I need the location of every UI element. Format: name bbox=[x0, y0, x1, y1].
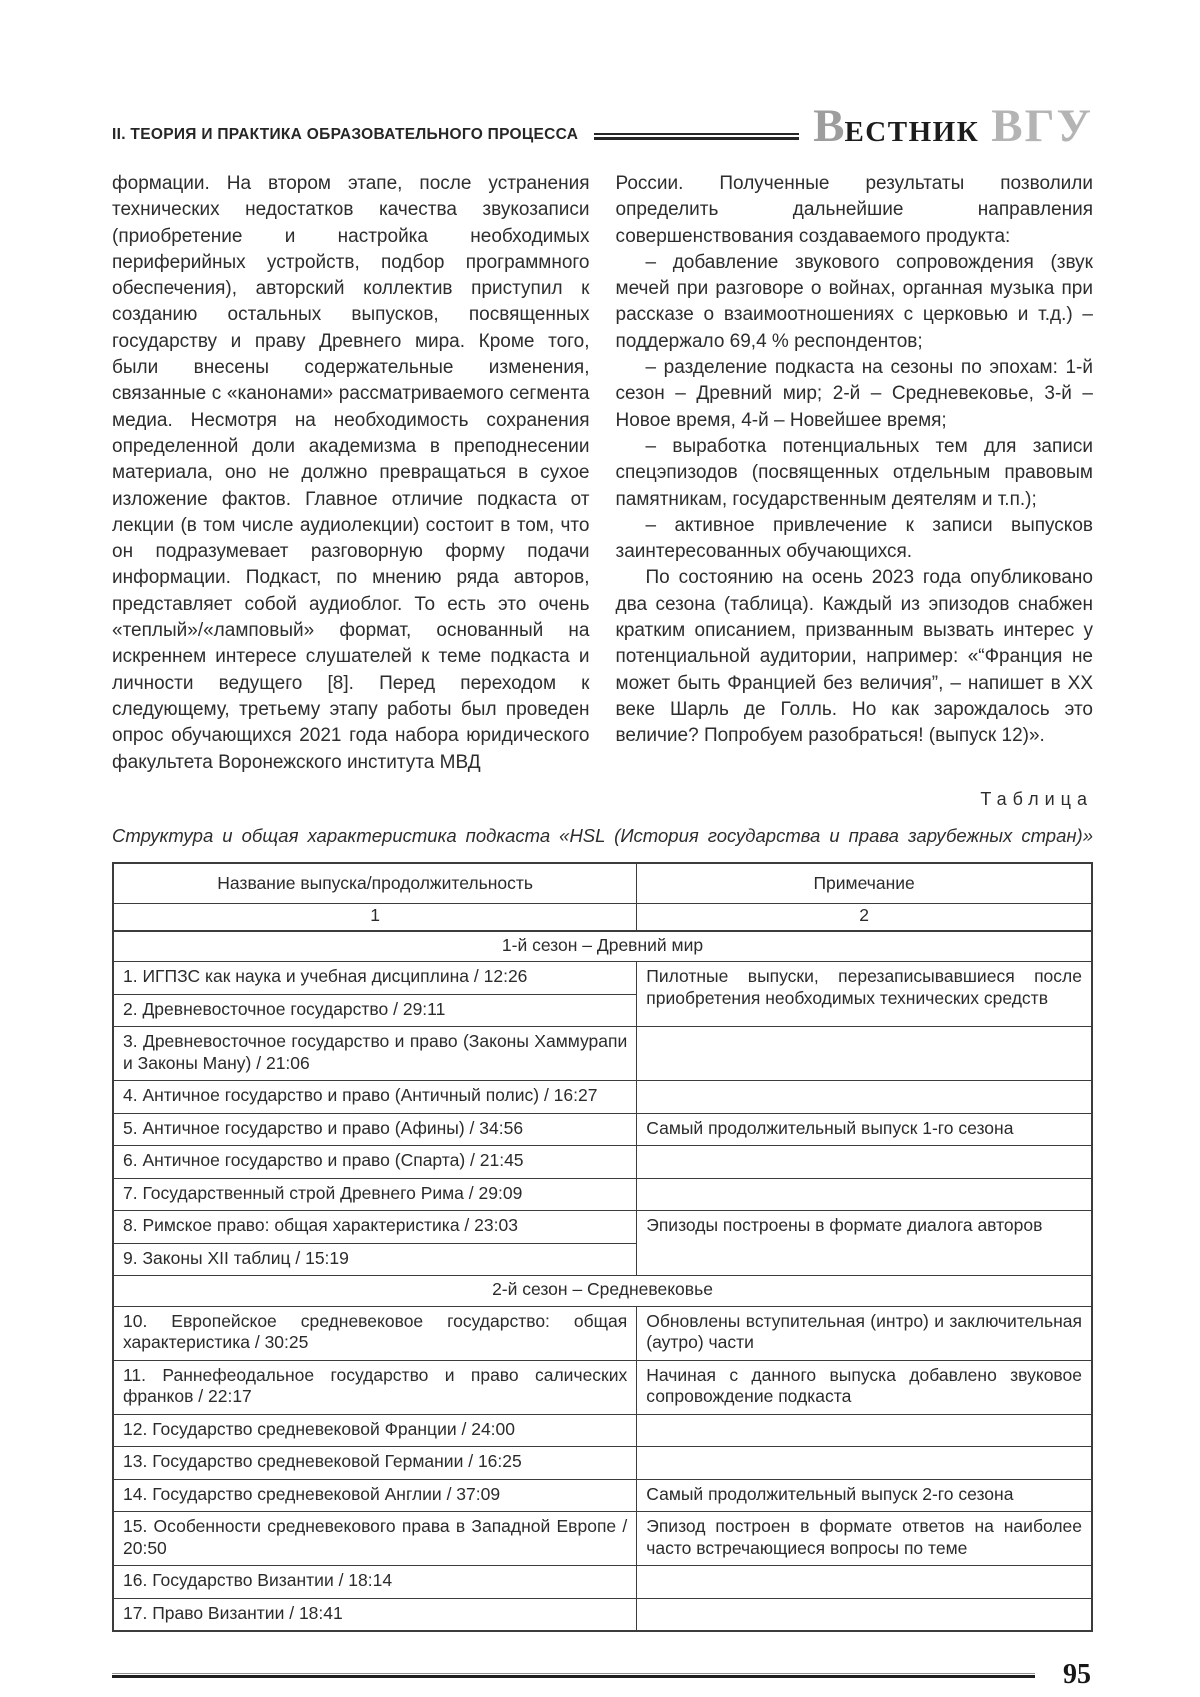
season-2-header-row bbox=[113, 1276, 1092, 1307]
journal-logo bbox=[813, 100, 1093, 152]
footer-rule bbox=[112, 1673, 1035, 1678]
note-cell: Обновлены вступительная (интро) и заключительная (аутро) части bbox=[637, 1306, 1092, 1360]
paragraph: По состоянию на осень 2023 года опубликовано два сезона (таблица). Каждый из эпизодов снабжен кратким описанием, призванным вызвать интерес у потенциальной аудитории, например: «“Франция не может быть Францией без величия”, – напишет в XX веке Шарль де Голль. Но как зарождалось это величие? Попробуем разобраться! (выпуск 12)». bbox=[615, 567, 1093, 747]
season-1-header-row bbox=[113, 931, 1092, 962]
table-row bbox=[113, 1306, 1092, 1360]
paragraph: – активное привлечение к записи выпусков заинтересованных обучающихся. bbox=[615, 514, 1093, 563]
note-cell bbox=[637, 1178, 1092, 1211]
right-column bbox=[616, 171, 1094, 776]
title-cell: 16. Государство Византии / 18:14 bbox=[113, 1566, 637, 1599]
title-cell: 1. ИГПЗС как наука и учебная дисциплина / 12:26 bbox=[113, 962, 637, 995]
title-cell: 14. Государство средневековой Англии / 37:09 bbox=[113, 1479, 637, 1512]
table-row bbox=[113, 962, 1092, 995]
table-row bbox=[113, 1027, 1092, 1081]
title-cell: 4. Античное государство и право (Античный полис) / 16:27 bbox=[113, 1081, 637, 1114]
journal-logo-abbr: ВГУ bbox=[991, 100, 1093, 152]
title-cell: 8. Римское право: общая характеристика / 23:03 bbox=[113, 1211, 637, 1244]
column-number: 2 bbox=[637, 904, 1092, 931]
page-footer bbox=[112, 1659, 1093, 1691]
table-row bbox=[113, 1081, 1092, 1114]
title-cell: 17. Право Византии / 18:41 bbox=[113, 1598, 637, 1631]
title-cell: 10. Европейское средневековое государство: общая характеристика / 30:25 bbox=[113, 1306, 637, 1360]
table-row bbox=[113, 1566, 1092, 1599]
note-cell bbox=[637, 1414, 1092, 1447]
title-cell: 12. Государство средневековой Франции / 24:00 bbox=[113, 1414, 637, 1447]
note-cell bbox=[637, 1447, 1092, 1480]
section-title: II. ТЕОРИЯ И ПРАКТИКА ОБРАЗОВАТЕЛЬНОГО ПРОЦЕССА bbox=[112, 126, 579, 143]
note-cell: Самый продолжительный выпуск 2-го сезона bbox=[637, 1479, 1092, 1512]
title-cell: 3. Древневосточное государство и право (Законы Хаммурапи и Законы Ману) / 21:06 bbox=[113, 1027, 637, 1081]
paragraph: – выработка потенциальных тем для записи спецэпизодов (посвященных отдельным правовым памятникам, государственным деятелям и т.п.); bbox=[615, 435, 1093, 510]
table-row bbox=[113, 1414, 1092, 1447]
column-header-note: Примечание bbox=[637, 863, 1092, 904]
table-row bbox=[113, 1178, 1092, 1211]
table-row bbox=[113, 1146, 1092, 1179]
title-cell: 15. Особенности средневекового права в Западной Европе / 20:50 bbox=[113, 1512, 637, 1566]
table-header-row bbox=[113, 863, 1092, 904]
note-cell bbox=[637, 1598, 1092, 1631]
paragraph: – добавление звукового сопровождения (звук мечей при разговоре о войнах, органная музыка при рассказе о взаимоотношениях с церковью и т.д.) – поддержало 69,4 % респондентов; bbox=[615, 251, 1093, 352]
page-number: 95 bbox=[1063, 1659, 1091, 1691]
note-cell bbox=[637, 1081, 1092, 1114]
note-cell: Эпизод построен в формате ответов на наиболее часто встречающиеся вопросы по теме bbox=[637, 1512, 1092, 1566]
paragraph: России. Полученные результаты позволили определить дальнейшие направления совершенствования создаваемого продукта: bbox=[615, 173, 1093, 247]
journal-logo-rest: ЕСТНИК bbox=[844, 116, 980, 148]
podcast-table bbox=[112, 862, 1093, 1633]
title-cell: 6. Античное государство и право (Спарта) / 21:45 bbox=[113, 1146, 637, 1179]
note-cell bbox=[637, 1566, 1092, 1599]
title-cell: 7. Государственный строй Древнего Рима / 29:09 bbox=[113, 1178, 637, 1211]
table-row bbox=[113, 1479, 1092, 1512]
note-cell: Самый продолжительный выпуск 1-го сезона bbox=[637, 1113, 1092, 1146]
table-row bbox=[113, 1113, 1092, 1146]
column-number: 1 bbox=[113, 904, 637, 931]
title-cell: 11. Раннефеодальное государство и право салических франков / 22:17 bbox=[113, 1360, 637, 1414]
article-body bbox=[112, 171, 1093, 776]
note-cell: Эпизоды построены в формате диалога авторов bbox=[637, 1211, 1092, 1276]
note-cell: Пилотные выпуски, перезаписывавшиеся после приобретения необходимых технических средств bbox=[637, 962, 1092, 1027]
page-header bbox=[112, 100, 1093, 152]
journal-logo-initial: В bbox=[813, 100, 845, 152]
season-title: 1-й сезон – Древний мир bbox=[113, 931, 1092, 962]
column-header-title: Название выпуска/продолжительность bbox=[113, 863, 637, 904]
paragraph: – разделение подкаста на сезоны по эпохам: 1-й сезон – Древний мир; 2-й – Средневековье, 3-й – Новое время, 4-й – Новейшее время; bbox=[615, 357, 1093, 431]
title-cell: 9. Законы XII таблиц / 15:19 bbox=[113, 1243, 637, 1276]
paragraph: формации. На втором этапе, после устранения технических недостатков качества звукозаписи (приобретение и настройка необходимых периферийных устройств, подбор программного обеспечения), авторский коллектив приступил к созданию остальных выпусков, посвященных государству и праву Древнего мира. Кроме того, были внесены содержательные изменения, связанные с «канонами» рассматриваемого сегмента медиа. Несмотря на необходимость сохранения определенной доли академизма в преподнесении материала, оно не должно превращаться в сухое изложение фактов. Главное отличие подкаста от лекции (в том числе аудиолекции) состоит в том, что он подразумевает разговорную форму подачи информации. Подкаст, по мнению ряда авторов, представляет собой аудиоблог. То есть это очень «теплый»/«ламповый» формат, основанный на искреннем интересе слушателей к теме подкаста и личности ведущего [8]. Перед переходом к следующему, третьему этапу работы был проведен опрос обучающихся 2021 года набора юридического факультета Воронежского института МВД bbox=[112, 173, 590, 773]
note-cell bbox=[637, 1146, 1092, 1179]
title-cell: 5. Античное государство и право (Афины) / 34:56 bbox=[113, 1113, 637, 1146]
title-cell: 2. Древневосточное государство / 29:11 bbox=[113, 994, 637, 1027]
left-column bbox=[112, 171, 590, 776]
table-row bbox=[113, 1598, 1092, 1631]
title-cell: 13. Государство средневековой Германии / 16:25 bbox=[113, 1447, 637, 1480]
table-row bbox=[113, 1360, 1092, 1414]
table-label: Таблица bbox=[980, 788, 1093, 809]
table-caption: Структура и общая характеристика подкаста «HSL (История государства и права зарубежных стран)» bbox=[112, 824, 1093, 846]
table-row bbox=[113, 1211, 1092, 1244]
table-column-number-row bbox=[113, 904, 1092, 931]
header-double-rule bbox=[594, 133, 799, 140]
table-row bbox=[113, 1447, 1092, 1480]
note-cell bbox=[637, 1027, 1092, 1081]
table-row bbox=[113, 1512, 1092, 1566]
note-cell: Начиная с данного выпуска добавлено звуковое сопровождение подкаста bbox=[637, 1360, 1092, 1414]
season-title: 2-й сезон – Средневековье bbox=[113, 1276, 1092, 1307]
